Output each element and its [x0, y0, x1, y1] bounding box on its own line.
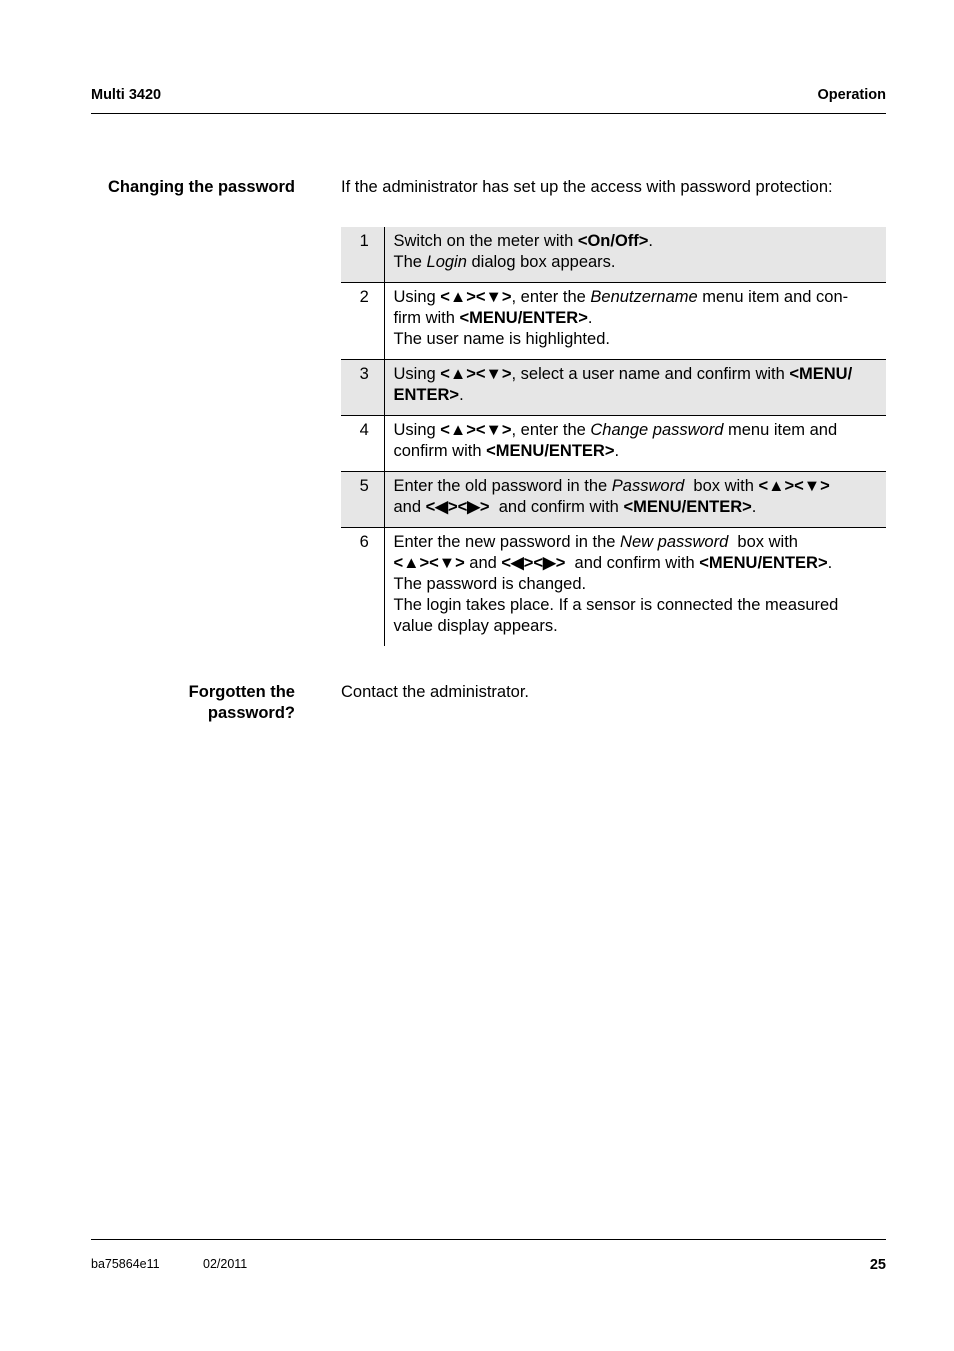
step-text: Using <▲><▼>, enter the Benutzername menu item and con- firm with <MENU/ENTER>. The user name is highlighted. [384, 283, 886, 360]
step-number: 5 [341, 472, 384, 528]
footer-document-code: ba75864e11 [91, 1257, 160, 1271]
step-row [341, 472, 886, 528]
step-row [341, 227, 886, 283]
section-heading-forgotten-password: Forgotten the password? [188, 683, 295, 722]
step-text: Enter the old password in the Password box with <▲><▼> and <◀><▶> and confirm with <MENU/ENTER>. [384, 472, 886, 528]
forgotten-password-text: Contact the administrator. [341, 683, 530, 701]
steps-table [341, 227, 886, 646]
header-section-name: Operation [817, 87, 886, 103]
step-row [341, 283, 886, 360]
page-number: 25 [869, 1257, 886, 1273]
step-number: 6 [341, 528, 384, 647]
footer-date: 02/2011 [203, 1257, 248, 1271]
section-intro-text: If the administrator has set up the access with password protection: [341, 178, 833, 196]
header-rule [91, 113, 886, 114]
step-text: Using <▲><▼>, select a user name and confirm with <MENU/ ENTER>. [384, 360, 886, 416]
step-number: 4 [341, 416, 384, 472]
section-heading-changing-password: Changing the password [107, 178, 295, 196]
step-row [341, 528, 886, 647]
step-number: 2 [341, 283, 384, 360]
step-number: 1 [341, 227, 384, 283]
footer-rule [91, 1239, 886, 1240]
step-number: 3 [341, 360, 384, 416]
header-product-name: Multi 3420 [91, 87, 162, 103]
step-text: Using <▲><▼>, enter the Change password menu item and confirm with <MENU/ENTER>. [384, 416, 886, 472]
step-text: Switch on the meter with <On/Off>. The Login dialog box appears. [384, 227, 886, 283]
step-row [341, 416, 886, 472]
step-row [341, 360, 886, 416]
step-text: Enter the new password in the New password box with <▲><▼> and <◀><▶> and confirm with <MENU/ENTER>. The password is changed. The login takes place. If a sensor is connected the measured value display appears. [384, 528, 886, 647]
